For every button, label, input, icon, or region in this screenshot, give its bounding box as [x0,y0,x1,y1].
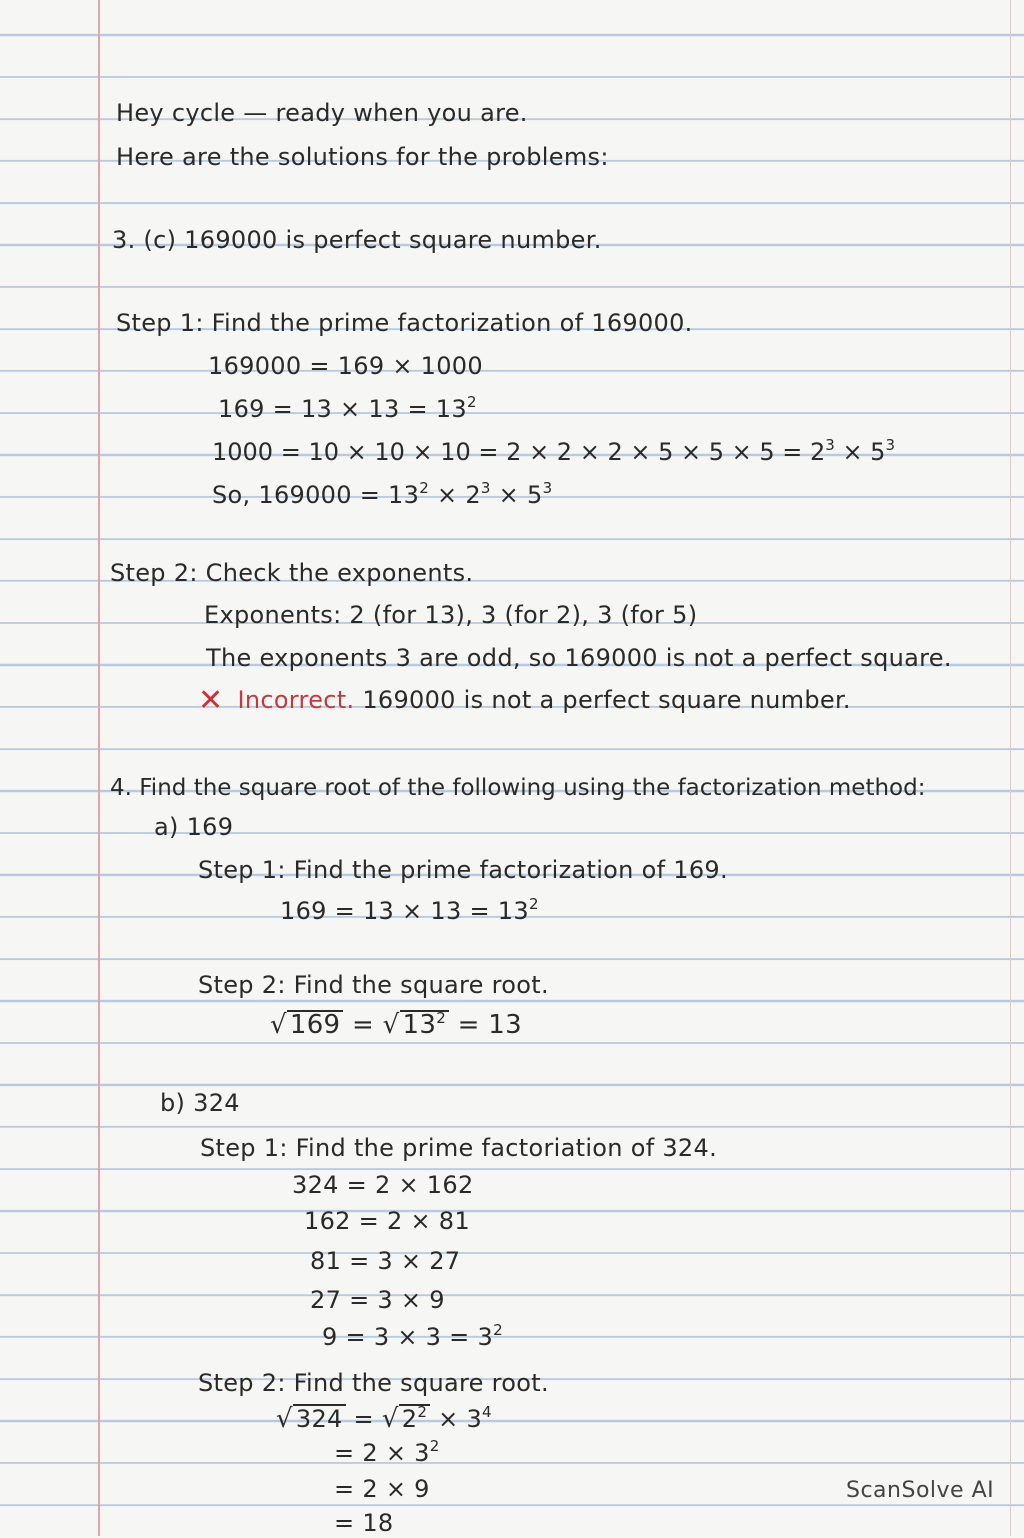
q4b-root-line2: = $2 \times 3^2$ [334,1437,440,1467]
q4a-step1-title: Step 1: Find the prime factorization of 169. [198,856,728,884]
verdict-text: 169000 is not a perfect square number. [354,686,851,714]
q4-heading: 4. Find the square root of the following using the factorization method: [110,775,926,801]
q4b-step1-title: Step 1: Find the prime factoriation of 324. [200,1134,718,1162]
q4a-step1-line1: $169 = 13 \times 13 = 13^2$ [280,895,539,925]
q3-step1-line1: 169000 = 169 × 1000 [208,352,483,380]
q3-heading: 3. (c) 169000 is perfect square number. [112,226,602,254]
q4a-label: a) 169 [154,813,234,841]
q3-step1-title: Step 1: Find the prime factorization of 169000. [116,309,693,337]
q4b-factor-line3: 81 = 3 × 27 [310,1247,461,1275]
notebook-margin-line [98,0,100,1536]
q3-step2-title: Step 2: Check the exponents. [110,559,474,587]
q4b-factor-line4: 27 = 3 × 9 [310,1286,445,1314]
q4b-label: b) 324 [160,1089,240,1117]
q3-step1-line2: $169 = 13 \times 13 = 13^2$ [218,393,477,423]
q4b-step2-title: Step 2: Find the square root. [198,1369,549,1397]
sqrt-symbol: √ $13^2$ [383,1010,449,1040]
sqrt-symbol: √ 169 [270,1010,343,1040]
q4b-root-line3: = 2 × 9 [334,1475,430,1503]
intro-lead-text: Here are the solutions for the problems: [116,143,609,171]
sqrt-symbol: √ $2^2$ [382,1404,430,1434]
brand-watermark: ScanSolve AI [846,1478,995,1503]
q4b-factor-line2: 162 = 2 × 81 [304,1207,470,1235]
cross-mark-icon: ✕ [198,683,224,718]
greeting-text: Hey cycle — ready when you are. [116,99,528,127]
q4b-root-line4: = 18 [334,1509,394,1537]
q4a-step2-line1: √ 169 = √ $13^2 = 13$ [270,1009,522,1040]
sqrt-symbol: √ 324 [276,1404,346,1434]
q4b-factor-line5: $9 = 3 \times 3 = 3^2$ [322,1321,503,1351]
q3-step2-line2: The exponents 3 are odd, so 169000 is not a perfect square. [206,644,952,672]
q4b-root-line1: √ 324 = √ $2^2 \times 3^4$ [276,1403,492,1434]
q3-step1-line3: $1000 = 10 \times 10 \times 10 = 2 \times 2 \times 2 \times 5 \times 5 \times 5 = 2^3 \times 5^3$ [212,436,895,466]
q4a-step2-title: Step 2: Find the square root. [198,971,549,999]
q3-step1-line4: So, $169000 = 13^2 \times 2^3 \times 5^3$ [212,479,553,509]
q3-verdict [198,683,851,718]
q4b-factor-line1: 324 = 2 × 162 [292,1171,474,1199]
notebook-right-edge-line [1010,0,1011,1536]
q3-step2-line1: Exponents: 2 (for 13), 3 (for 2), 3 (for 5) [204,601,698,629]
verdict-label: Incorrect. [237,686,355,714]
